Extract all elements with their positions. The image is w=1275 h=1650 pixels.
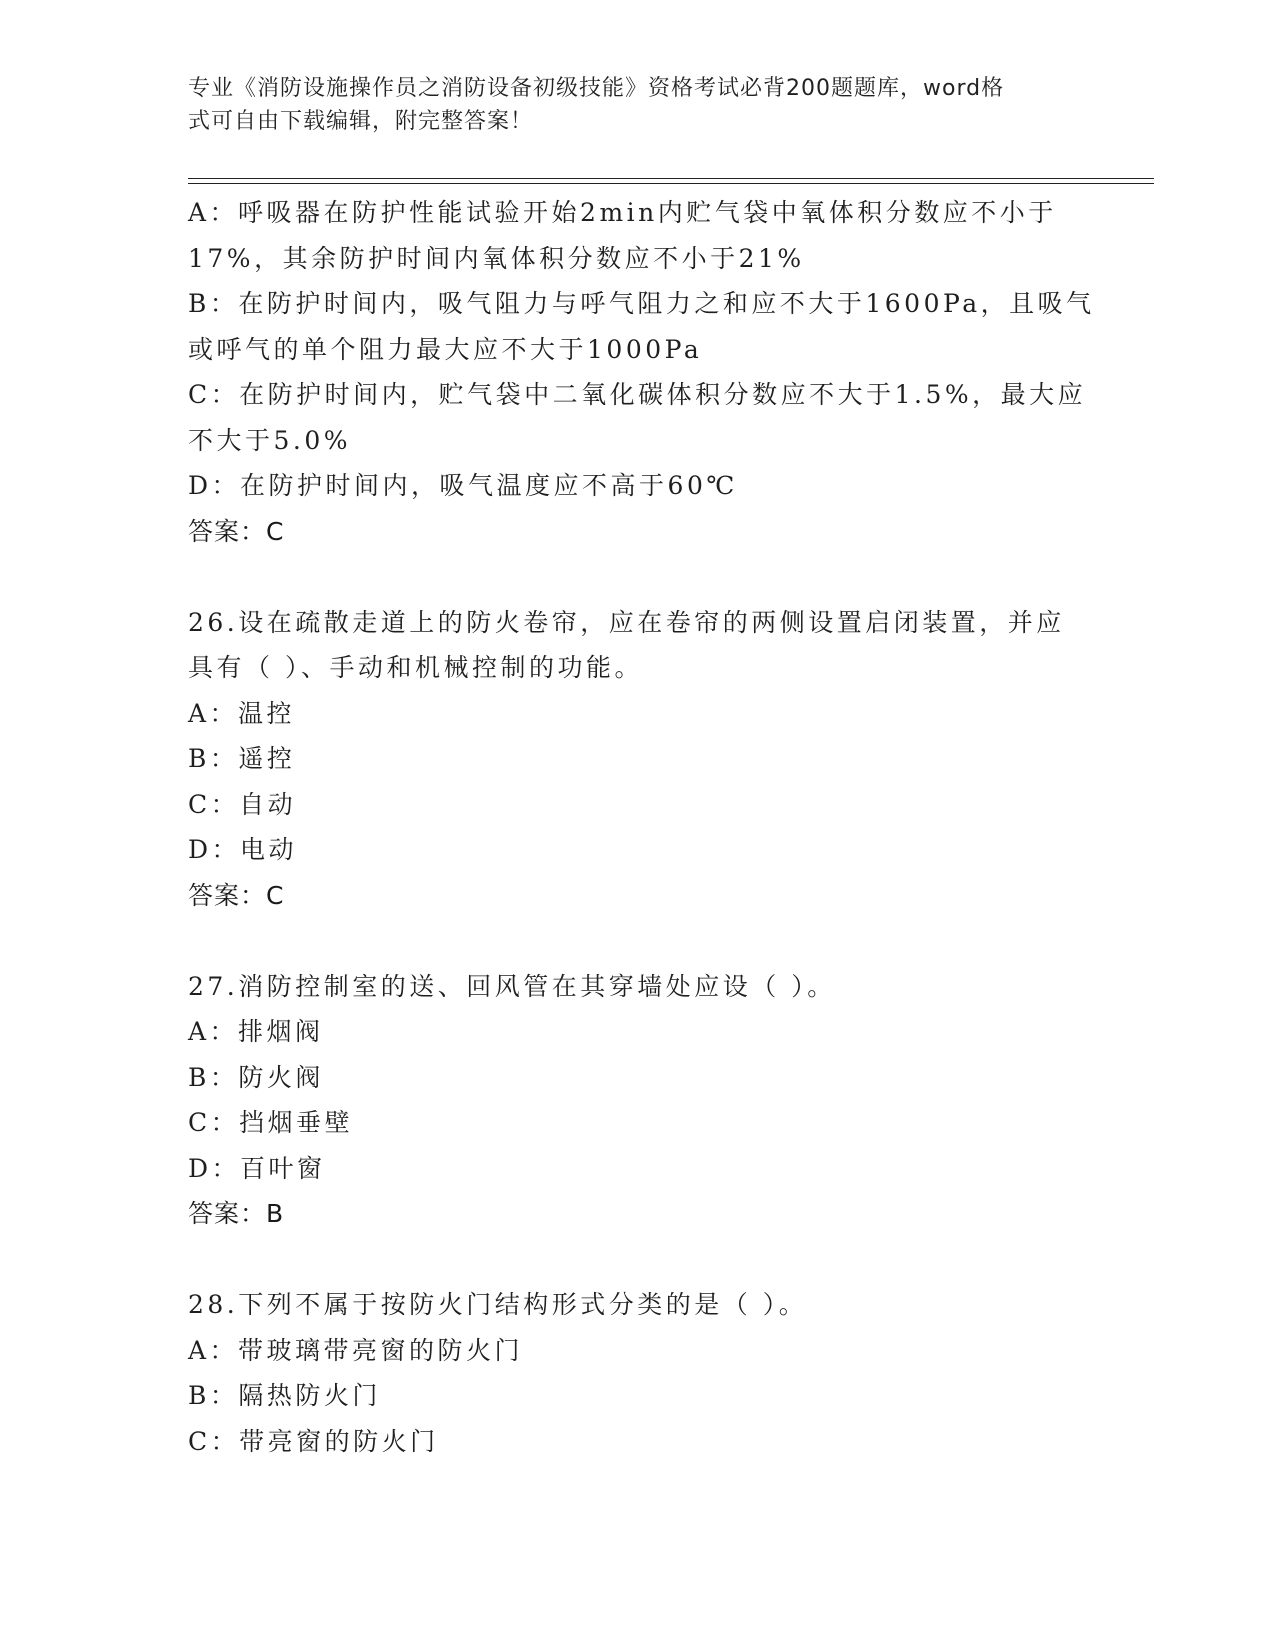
question-26 (188, 600, 1088, 919)
option-c: C：带亮窗的防火门 (188, 1426, 439, 1456)
header-line-2: 式可自由下载编辑，附完整答案！ (188, 109, 534, 134)
answer-label: 答案：C (188, 516, 285, 546)
option-c-line-2: 不大于5.0% (188, 425, 352, 455)
option-a: A：排烟阀 (188, 1017, 324, 1046)
option-d: D：百叶窗 (188, 1153, 326, 1183)
question-stem: 28.下列不属于按防火门结构形式分类的是（ ）。 (188, 1290, 808, 1319)
header-divider-bottom (188, 183, 1154, 184)
option-a: A：带玻璃带亮窗的防火门 (188, 1335, 524, 1365)
option-b: B：隔热防火门 (188, 1381, 381, 1410)
question-spacer (188, 918, 1088, 964)
question-spacer (188, 1237, 1088, 1283)
option-b-line-1: B：在防护时间内，吸气阻力与呼气阻力之和应不大于1600Pa，且吸气 (188, 289, 1095, 318)
question-spacer (188, 554, 1088, 600)
option-c-line-1: C：在防护时间内，贮气袋中二氧化碳体积分数应不大于1.5%，最大应 (188, 380, 1087, 409)
option-d: D：在防护时间内，吸气温度应不高于60℃ (188, 471, 738, 500)
answer-label: 答案：B (188, 1199, 285, 1228)
question-stem-line-1: 26.设在疏散走道上的防火卷帘，应在卷帘的两侧设置启闭装置，并应 (188, 607, 1065, 637)
option-a-line-2: 17%，其余防护时间内氧体积分数应不小于21% (188, 243, 805, 273)
question-25 (188, 190, 1095, 554)
option-b: B：遥控 (188, 744, 296, 773)
question-stem: 27.消防控制室的送、回风管在其穿墙处应设（ ）。 (188, 971, 836, 1001)
option-c: C：挡烟垂壁 (188, 1108, 354, 1137)
answer-label: 答案：C (188, 880, 285, 910)
document-header (188, 72, 1068, 138)
header-line-1: 专业《消防设施操作员之消防设备初级技能》资格考试必背200题题库，word格 (188, 76, 1005, 101)
option-b-line-2: 或呼气的单个阻力最大应不大于1000Pa (188, 334, 703, 364)
question-27 (188, 964, 1088, 1237)
question-list (188, 190, 1095, 1464)
header-divider-top (188, 178, 1154, 179)
option-c: C：自动 (188, 789, 297, 819)
question-28 (188, 1282, 1088, 1464)
option-b: B：防火阀 (188, 1062, 324, 1092)
option-d: D：电动 (188, 835, 298, 864)
question-stem-line-2: 具有（ ）、手动和机械控制的功能。 (188, 653, 643, 682)
option-a: A：温控 (188, 698, 296, 728)
option-a-line-1: A：呼吸器在防护性能试验开始2min内贮气袋中氧体积分数应不小于 (188, 198, 1057, 227)
